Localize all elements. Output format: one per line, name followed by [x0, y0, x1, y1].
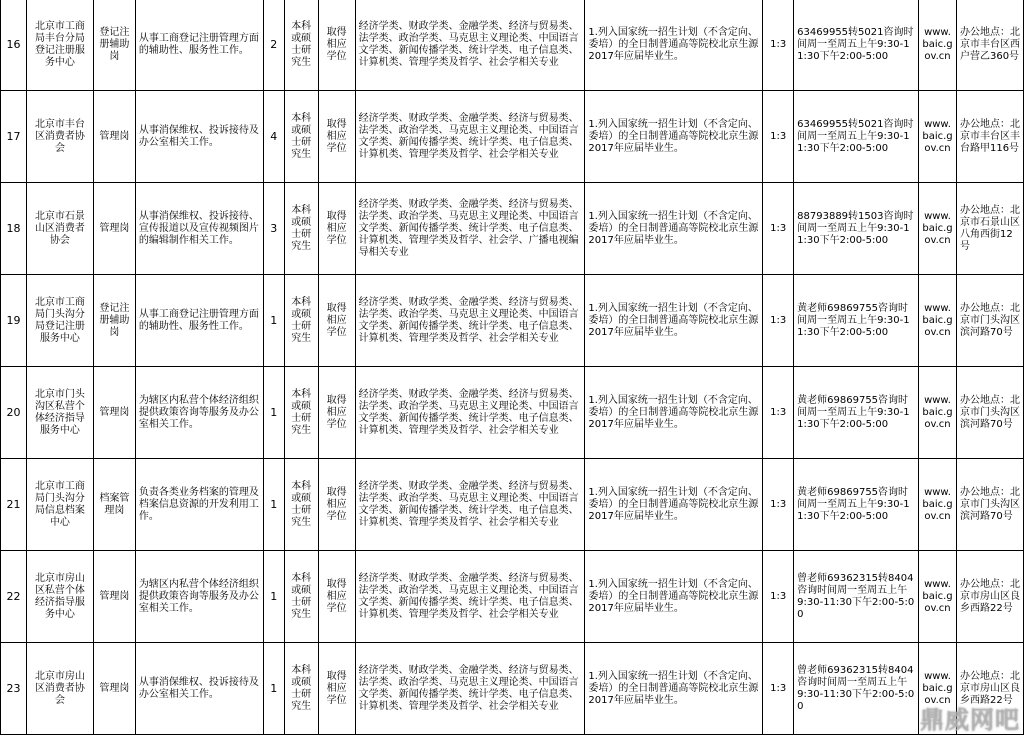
degree-requirement: 取得相应学位 [318, 0, 355, 91]
degree-requirement: 取得相应学位 [318, 183, 355, 275]
position-name: 档案管理岗 [93, 459, 135, 551]
unit-name: 北京市工商局门头沟分局登记注册服务中心 [26, 275, 93, 367]
hire-count: 1 [263, 551, 284, 643]
interview-ratio: 1:3 [763, 183, 794, 275]
contact-info: 曾老师69362315转8404咨询时间周一至周五上午9:30-11:30下午2:00-5:00 [794, 643, 919, 735]
website-link[interactable]: www.baic.gov.cn [919, 275, 957, 367]
major-requirement: 经济学类、财政学类、金融学类、经济与贸易类、法学类、政治学类、马克思主义理论类、中国语言文学类、新闻传播学类、统计学类、电子信息类、计算机类、管理学类及哲学、社会学相关专业 [355, 551, 585, 643]
interview-ratio: 1:3 [763, 275, 794, 367]
hire-count: 1 [263, 459, 284, 551]
website-link[interactable]: www.baic.gov.cn [919, 183, 957, 275]
website-link[interactable]: www.baic.gov.cn [919, 0, 957, 91]
hire-count: 4 [263, 91, 284, 183]
degree-requirement: 取得相应学位 [318, 91, 355, 183]
row-number: 21 [1, 459, 27, 551]
table-body [1, 0, 1024, 735]
table-row [1, 183, 1024, 275]
website-link[interactable]: www.baic.gov.cn [919, 551, 957, 643]
job-duty: 从事消保维权、投诉接待及办公室相关工作。 [135, 643, 263, 735]
job-duty: 从事工商登记注册管理方面的辅助性、服务性工作。 [135, 275, 263, 367]
contact-info: 黄老师69869755咨询时间周一至周五上午9:30-11:30下午2:00-5:00 [794, 275, 919, 367]
unit-name: 北京市工商局丰台分局登记注册服务中心 [26, 0, 93, 91]
unit-name: 北京市石景山区消费者协会 [26, 183, 93, 275]
interview-ratio: 1:3 [763, 459, 794, 551]
major-requirement: 经济学类、财政学类、金融学类、经济与贸易类、法学类、政治学类、马克思主义理论类、中国语言文学类、新闻传播学类、统计学类、电子信息类、计算机类、管理学类及哲学、社会学相关专业 [355, 367, 585, 459]
watermark: 鼎威网吧 [920, 706, 1020, 734]
table-row [1, 275, 1024, 367]
position-name: 登记注册辅助岗 [93, 0, 135, 91]
other-requirement: 1.列入国家统一招生计划（不含定向、委培）的全日制普通高等院校北京生源2017年应届毕业生。 [585, 183, 763, 275]
office-address: 办公地点：北京市石景山区八角西街12号 [956, 183, 1023, 275]
education-requirement: 本科或硕士研究生 [284, 91, 318, 183]
education-requirement: 本科或硕士研究生 [284, 367, 318, 459]
job-duty: 负责各类业务档案的管理及档案信息资源的开发利用工作。 [135, 459, 263, 551]
degree-requirement: 取得相应学位 [318, 367, 355, 459]
table-row [1, 459, 1024, 551]
major-requirement: 经济学类、财政学类、金融学类、经济与贸易类、法学类、政治学类、马克思主义理论类、中国语言文学类、新闻传播学类、统计学类、电子信息类、计算机类、管理学类及哲学、社会学相关专业 [355, 275, 585, 367]
website-link[interactable]: www.baic.gov.cn [919, 367, 957, 459]
contact-info: 曾老师69362315转8404咨询时间周一至周五上午9:30-11:30下午2:00-5:00 [794, 551, 919, 643]
unit-name: 北京市房山区消费者协会 [26, 643, 93, 735]
hire-count: 1 [263, 643, 284, 735]
unit-name: 北京市丰台区消费者协会 [26, 91, 93, 183]
interview-ratio: 1:3 [763, 367, 794, 459]
row-number: 18 [1, 183, 27, 275]
job-duty: 为辖区内私营个体经济组织提供政策咨询等服务及办公室相关工作。 [135, 367, 263, 459]
office-address: 办公地点：北京市房山区良乡西路22号 [956, 551, 1023, 643]
table-row [1, 91, 1024, 183]
major-requirement: 经济学类、财政学类、金融学类、经济与贸易类、法学类、政治学类、马克思主义理论类、中国语言文学类、新闻传播学类、统计学类、电子信息类、计算机类、管理学类及哲学、社会学相关专业 [355, 643, 585, 735]
contact-info: 88793889转1503咨询时间周一至周五上午9:30-11:30下午2:00-5:00 [794, 183, 919, 275]
major-requirement: 经济学类、财政学类、金融学类、经济与贸易类、法学类、政治学类、马克思主义理论类、中国语言文学类、新闻传播学类、统计学类、电子信息类、计算机类、管理学类及哲学、社会学相关专业 [355, 0, 585, 91]
job-duty: 从事消保维权、投诉接待、宣传报道以及宣传视频图片的编辑制作相关工作。 [135, 183, 263, 275]
other-requirement: 1.列入国家统一招生计划（不含定向、委培）的全日制普通高等院校北京生源2017年应届毕业生。 [585, 643, 763, 735]
table-row [1, 643, 1024, 735]
hire-count: 1 [263, 367, 284, 459]
other-requirement: 1.列入国家统一招生计划（不含定向、委培）的全日制普通高等院校北京生源2017年应届毕业生。 [585, 0, 763, 91]
contact-info: 黄老师69869755咨询时间周一至周五上午9:30-11:30下午2:00-5:00 [794, 459, 919, 551]
interview-ratio: 1:3 [763, 0, 794, 91]
degree-requirement: 取得相应学位 [318, 275, 355, 367]
position-name: 登记注册辅助岗 [93, 275, 135, 367]
other-requirement: 1.列入国家统一招生计划（不含定向、委培）的全日制普通高等院校北京生源2017年应届毕业生。 [585, 275, 763, 367]
office-address: 办公地点：北京市房山区良乡西路22号 [956, 643, 1023, 735]
website-link[interactable]: www.baic.gov.cn [919, 643, 957, 735]
office-address: 办公地点：北京市丰台区丰台路甲116号 [956, 91, 1023, 183]
major-requirement: 经济学类、财政学类、金融学类、经济与贸易类、法学类、政治学类、马克思主义理论类、中国语言文学类、新闻传播学类、统计学类、电子信息类、计算机类、管理学类及哲学、社会学相关专业 [355, 91, 585, 183]
unit-name: 北京市门头沟区私营个体经济指导服务中心 [26, 367, 93, 459]
hire-count: 2 [263, 0, 284, 91]
interview-ratio: 1:3 [763, 551, 794, 643]
position-name: 管理岗 [93, 183, 135, 275]
degree-requirement: 取得相应学位 [318, 459, 355, 551]
row-number: 17 [1, 91, 27, 183]
degree-requirement: 取得相应学位 [318, 643, 355, 735]
row-number: 20 [1, 367, 27, 459]
interview-ratio: 1:3 [763, 91, 794, 183]
position-name: 管理岗 [93, 643, 135, 735]
other-requirement: 1.列入国家统一招生计划（不含定向、委培）的全日制普通高等院校北京生源2017年应届毕业生。 [585, 367, 763, 459]
table-row [1, 0, 1024, 91]
interview-ratio: 1:3 [763, 643, 794, 735]
position-name: 管理岗 [93, 91, 135, 183]
row-number: 19 [1, 275, 27, 367]
table-row [1, 367, 1024, 459]
job-duty: 从事消保维权、投诉接待及办公室相关工作。 [135, 91, 263, 183]
education-requirement: 本科或硕士研究生 [284, 643, 318, 735]
major-requirement: 经济学类、财政学类、金融学类、经济与贸易类、法学类、政治学类、马克思主义理论类、中国语言文学类、新闻传播学类、统计学类、电子信息类、计算机类、管理学类及哲学、社会学相关专业 [355, 459, 585, 551]
contact-info: 63469955转5021咨询时间周一至周五上午9:30-11:30下午2:00-5:00 [794, 0, 919, 91]
unit-name: 北京市房山区私营个体经济指导服务中心 [26, 551, 93, 643]
job-duty: 为辖区内私营个体经济组织提供政策咨询等服务及办公室相关工作。 [135, 551, 263, 643]
table-row [1, 551, 1024, 643]
education-requirement: 本科或硕士研究生 [284, 459, 318, 551]
office-address: 办公地点：北京市门头沟区滨河路70号 [956, 275, 1023, 367]
website-link[interactable]: www.baic.gov.cn [919, 91, 957, 183]
other-requirement: 1.列入国家统一招生计划（不含定向、委培）的全日制普通高等院校北京生源2017年应届毕业生。 [585, 551, 763, 643]
position-name: 管理岗 [93, 551, 135, 643]
education-requirement: 本科或硕士研究生 [284, 183, 318, 275]
contact-info: 黄老师69869755咨询时间周一至周五上午9:30-11:30下午2:00-5:00 [794, 367, 919, 459]
degree-requirement: 取得相应学位 [318, 551, 355, 643]
education-requirement: 本科或硕士研究生 [284, 275, 318, 367]
office-address: 办公地点：北京市丰台区西户营乙360号 [956, 0, 1023, 91]
other-requirement: 1.列入国家统一招生计划（不含定向、委培）的全日制普通高等院校北京生源2017年应届毕业生。 [585, 459, 763, 551]
row-number: 22 [1, 551, 27, 643]
hire-count: 3 [263, 183, 284, 275]
position-name: 管理岗 [93, 367, 135, 459]
office-address: 办公地点：北京市门头沟区滨河路70号 [956, 459, 1023, 551]
hire-count: 1 [263, 275, 284, 367]
education-requirement: 本科或硕士研究生 [284, 551, 318, 643]
row-number: 23 [1, 643, 27, 735]
office-address: 办公地点：北京市门头沟区滨河路70号 [956, 367, 1023, 459]
unit-name: 北京市工商局门头沟分局信息档案中心 [26, 459, 93, 551]
website-link[interactable]: www.baic.gov.cn [919, 459, 957, 551]
job-duty: 从事工商登记注册管理方面的辅助性、服务性工作。 [135, 0, 263, 91]
row-number: 16 [1, 0, 27, 91]
other-requirement: 1.列入国家统一招生计划（不含定向、委培）的全日制普通高等院校北京生源2017年应届毕业生。 [585, 91, 763, 183]
major-requirement: 经济学类、财政学类、金融学类、经济与贸易类、法学类、政治学类、马克思主义理论类、中国语言文学类、新闻传播学类、统计学类、电子信息类、计算机类、管理学类及哲学、社会学、广播电视编导相关专业 [355, 183, 585, 275]
education-requirement: 本科或硕士研究生 [284, 0, 318, 91]
contact-info: 63469955转5021咨询时间周一至周五上午9:30-11:30下午2:00-5:00 [794, 91, 919, 183]
